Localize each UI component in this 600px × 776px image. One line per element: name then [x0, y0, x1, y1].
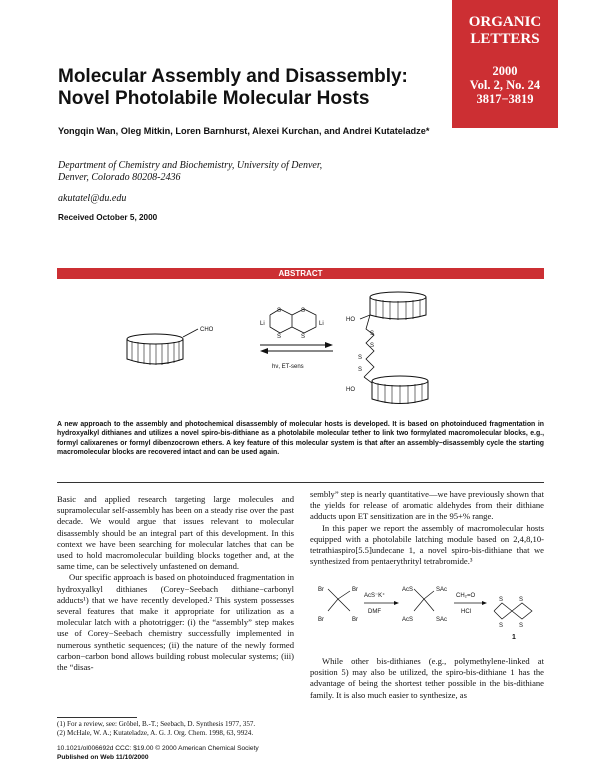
cho-label: CHO — [200, 327, 214, 333]
affiliation-line-1: Department of Chemistry and Biochemistry, University of Denver, — [58, 160, 323, 171]
reagent-2-bottom: HCl — [461, 609, 471, 615]
s-atom: S — [358, 355, 363, 361]
bromo-label: Br — [318, 587, 324, 593]
bromo-label: Br — [352, 587, 358, 593]
s-atom: S — [277, 334, 282, 340]
abstract-divider — [57, 482, 544, 483]
doi-line: 10.1021/ol006692d CCC: $19.00 © 2000 American Chemical Society — [57, 745, 259, 752]
s-atom: S — [370, 343, 375, 349]
macrocycle-bowl-left — [127, 334, 183, 365]
lithium-left: Li — [260, 321, 265, 327]
body-paragraph: Our specific approach is based on photoinduced fragmentation in hydroxyalkyl dithianes (Corey−Seebach dithiane−carbonyl adducts¹) that we have recently developed.² This system possesses several features that make it appropriate for utilization as a molecular latch with a phototrigger: (i) the “assembly” step makes use of Corey−Seebach chemistry successfully implemented in numerous synthetic sequences; (ii) the nature of the newly formed carbon−carbon bond allows building robust molecular systems; (iii) the “disas- — [57, 572, 294, 673]
page-footer — [57, 745, 357, 762]
title-line-2: Novel Photolabile Molecular Hosts — [58, 88, 370, 109]
body-column-left — [57, 494, 294, 673]
body-paragraph: sembly” step is nearly quantitative—we have previously shown that the yields for release of aromatic aldehydes from their dithiane adducts upon ET sensitization are in the 95+% range. — [310, 489, 544, 522]
body-column-right-continued — [310, 656, 544, 701]
article-title — [58, 66, 448, 110]
footnote-1: (1) For a review, see: Gröbel, B.-T.; Seebach, D. Synthesis 1977, 357. — [57, 720, 256, 728]
bromo-label: Br — [318, 617, 324, 623]
s-atom: S — [301, 308, 306, 314]
reaction-arrows — [260, 342, 333, 354]
thioacetate-label: SAc — [436, 587, 448, 593]
synthesis-scheme — [316, 581, 546, 645]
journal-year: 2000 — [492, 64, 518, 78]
thioacetate-label: SAc — [436, 617, 448, 623]
hydroxyl-bottom: HO — [346, 387, 355, 393]
s-atom: S — [519, 623, 524, 629]
photolysis-label: hν, ET-sens — [272, 364, 304, 370]
journal-volume: Vol. 2, No. 24 — [469, 78, 541, 92]
author-email: akutatel@du.edu — [58, 193, 127, 204]
journal-name-line2: LETTERS — [470, 31, 540, 47]
body-paragraph: Basic and applied research targeting large molecules and supramolecular self-assembly has been on a steady rise over the past decade. We would argue that issues relevant to molecular disassembly should be an integral part of this development. In this context we have been searching for molecular latches that can be used to hold macromolecular building blocks together and, at the same time, can be selectively unfastened on demand. — [57, 494, 294, 572]
published-date: Published on Web 11/10/2000 — [57, 753, 149, 761]
author-list: Yongqin Wan, Oleg Mitkin, Loren Barnhurst, Alexei Kurchan, and Andrei Kutateladze* — [58, 126, 430, 136]
reagent-1-top: AcS⁻K⁺ — [364, 593, 386, 599]
s-atom: S — [358, 367, 363, 373]
body-paragraph: While other bis-dithianes (e.g., polymethylene-linked at position 5) may also be utilized, the spiro-bis-dithiane 1 has the advantage of being the shortest tether possible in the bis-dithiane family. It is also much easier to synthesize, as — [310, 656, 544, 700]
lithium-right: Li — [319, 321, 324, 327]
thioacetate-label: AcS — [402, 587, 414, 593]
footnote-2: (2) McHale, W. A.; Kutateladze, A. G. J. Org. Chem. 1998, 63, 9924. — [57, 729, 254, 738]
footnote-divider — [57, 717, 137, 718]
s-atom: S — [499, 597, 504, 603]
reagent-1-bottom: DMF — [368, 609, 381, 615]
abstract-text: A new approach to the assembly and photochemical disassembly of molecular hosts is developed. It is based on photoinduced fragmentation in hydroxyalkyl dithianes and utilizes a novel spiro-bis-dithiane as a photolabile molecular tether to link two formylated macromolecular blocks, e.g., formyl calixarenes or formyl dibenzocrown ethers. A key feature of this molecular system is that after an assembly−disassembly cycle the starting macromolecular blocks are recovered intact and can be used again. — [57, 421, 544, 457]
s-atom: S — [519, 597, 524, 603]
footnotes — [57, 720, 294, 739]
s-atom: S — [277, 308, 282, 314]
macrocycle-bowl-bottom — [372, 376, 428, 404]
bromo-label: Br — [352, 617, 358, 623]
spiro-bis-dithiane — [260, 308, 324, 340]
thioacetate-label: AcS — [402, 617, 414, 623]
macrocycle-bowl-top — [370, 292, 426, 320]
compound-number: 1 — [512, 634, 516, 641]
s-atom: S — [301, 334, 306, 340]
affiliation-line-2: Denver, Colorado 80208-2436 — [58, 172, 181, 183]
hydroxyl-top: HO — [346, 317, 355, 323]
abstract-graphic — [120, 285, 520, 415]
body-column-right — [310, 489, 544, 567]
body-paragraph: In this paper we report the assembly of macromolecular hosts equipped with a photolabile latching module based on 2,4,8,10-tetrathiaspiro[5.5]undecane 1, a novel spiro-bis-dithiane that we synthesized from pentaerythrityl tetrabromide.³ — [310, 522, 544, 567]
s-atom: S — [370, 331, 375, 337]
abstract-heading: ABSTRACT — [57, 268, 544, 279]
journal-badge — [452, 0, 558, 128]
received-date: Received October 5, 2000 — [58, 213, 158, 222]
journal-pages: 3817−3819 — [476, 92, 534, 106]
affiliation — [58, 160, 448, 184]
s-atom: S — [499, 623, 504, 629]
journal-name-line1: ORGANIC — [468, 14, 542, 30]
reagent-2-top: CH₂=O — [456, 593, 476, 599]
title-line-1: Molecular Assembly and Disassembly: — [58, 66, 408, 87]
